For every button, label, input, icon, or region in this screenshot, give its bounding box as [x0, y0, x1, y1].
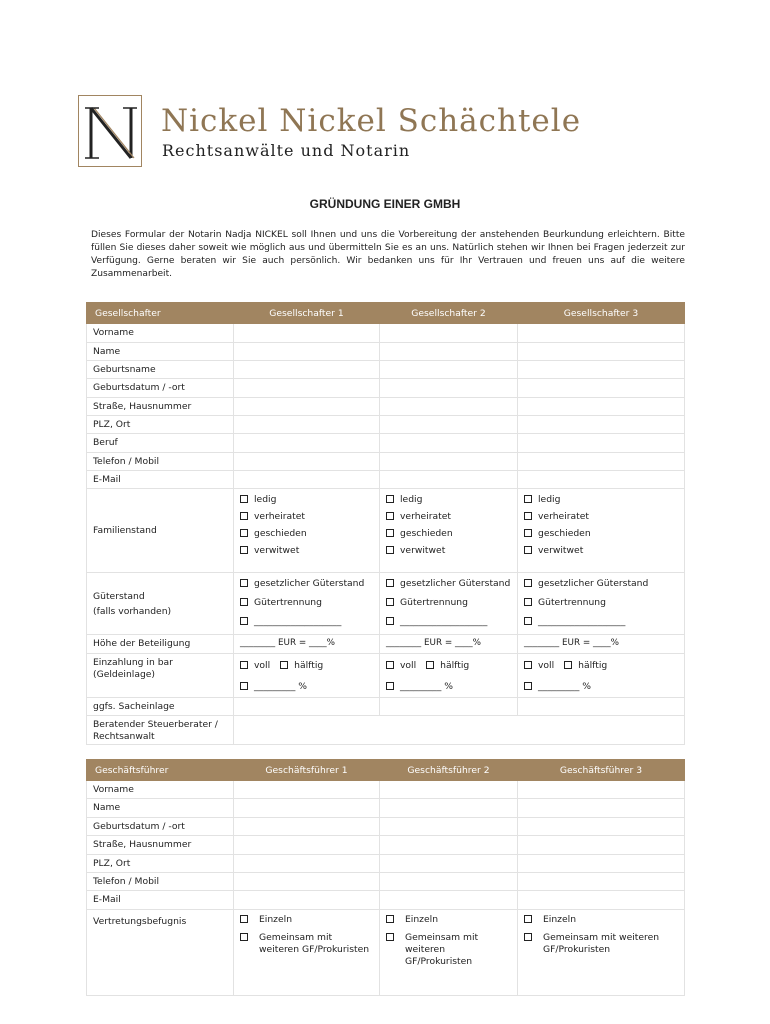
- firm-name: Nickel Nickel Schächtele: [161, 103, 582, 139]
- beteiligung-field[interactable]: ________ EUR = ____%: [234, 635, 380, 654]
- table-row: [87, 873, 685, 891]
- input-cell[interactable]: [518, 434, 685, 453]
- input-cell[interactable]: [518, 855, 685, 873]
- input-cell[interactable]: [518, 818, 685, 836]
- checkbox[interactable]: [240, 512, 248, 520]
- input-cell[interactable]: [234, 836, 380, 855]
- input-cell[interactable]: [380, 361, 518, 379]
- checkbox[interactable]: [564, 661, 572, 669]
- einzahlung-label-cell: [87, 654, 234, 698]
- checkbox[interactable]: [240, 579, 248, 587]
- input-cell[interactable]: [518, 343, 685, 361]
- table-row: [87, 799, 685, 818]
- input-cell[interactable]: [518, 398, 685, 416]
- row-label: Höhe der Beteiligung: [87, 635, 234, 654]
- option-ledig[interactable]: ledig: [386, 491, 511, 508]
- option-verwitwet[interactable]: verwitwet: [386, 542, 511, 559]
- input-cell[interactable]: [518, 361, 685, 379]
- checkbox[interactable]: [524, 933, 532, 941]
- table-row: [87, 416, 685, 434]
- table-header-row: [87, 760, 685, 781]
- checkbox[interactable]: [386, 915, 394, 923]
- table-row: [87, 855, 685, 873]
- table-row: [87, 398, 685, 416]
- input-cell[interactable]: [518, 873, 685, 891]
- input-cell[interactable]: [380, 453, 518, 471]
- option-einzeln[interactable]: Einzeln: [386, 914, 511, 932]
- gueterstand-options-2: [380, 573, 518, 635]
- row-label: PLZ, Ort: [87, 416, 234, 434]
- checkbox[interactable]: [386, 529, 394, 537]
- input-cell[interactable]: [518, 698, 685, 716]
- option-verwitwet[interactable]: verwitwet: [240, 542, 373, 559]
- input-cell[interactable]: [380, 781, 518, 799]
- option-geschieden[interactable]: geschieden: [386, 525, 511, 542]
- row-label: Geburtsdatum / -ort: [87, 379, 234, 398]
- checkbox[interactable]: [386, 546, 394, 554]
- input-cell[interactable]: [518, 379, 685, 398]
- row-label: Einzahlung in bar: [93, 657, 173, 668]
- checkbox[interactable]: [386, 661, 394, 669]
- input-cell[interactable]: [380, 891, 518, 910]
- row-label: Straße, Hausnummer: [87, 836, 234, 855]
- checkbox[interactable]: [240, 617, 248, 625]
- row-label: Beruf: [87, 434, 234, 453]
- einzahlung-options-3: voll hälftig _________ %: [518, 654, 685, 698]
- input-cell[interactable]: [234, 434, 380, 453]
- input-cell[interactable]: [234, 873, 380, 891]
- row-label: Straße, Hausnummer: [87, 398, 234, 416]
- checkbox[interactable]: [240, 933, 248, 941]
- logo-n-icon: [79, 96, 143, 168]
- berater-row: [87, 716, 685, 745]
- row-label: ggfs. Sacheinlage: [87, 698, 234, 716]
- checkbox[interactable]: [524, 661, 532, 669]
- row-label: Telefon / Mobil: [87, 453, 234, 471]
- input-cell[interactable]: [380, 343, 518, 361]
- checkbox[interactable]: [524, 512, 532, 520]
- berater-input[interactable]: [234, 716, 685, 745]
- input-cell[interactable]: [518, 453, 685, 471]
- gueterstand-row: [87, 573, 685, 635]
- header-cell: Geschäftsführer 2: [380, 760, 518, 781]
- input-cell[interactable]: [234, 343, 380, 361]
- firm-subtitle: Rechtsanwälte und Notarin: [162, 141, 411, 160]
- checkbox[interactable]: [240, 529, 248, 537]
- checkbox[interactable]: [524, 915, 532, 923]
- checkbox[interactable]: [524, 682, 532, 690]
- checkbox[interactable]: [524, 495, 532, 503]
- option-gemeinsam[interactable]: Gemeinsam mit weiteren GF/Prokuristen: [240, 932, 373, 956]
- table-row: [87, 891, 685, 910]
- table-header-row: [87, 303, 685, 324]
- row-label: Geburtsname: [87, 361, 234, 379]
- input-cell[interactable]: [234, 781, 380, 799]
- option-gemeinsam[interactable]: Gemeinsam mit weiteren GF/Prokuristen: [386, 932, 511, 968]
- einzahlung-row: [87, 654, 685, 698]
- document-title: GRÜNDUNG EINER GMBH: [309, 197, 461, 211]
- option-gesetzlich[interactable]: gesetzlicher Güterstand: [386, 574, 515, 593]
- checkbox[interactable]: [280, 661, 288, 669]
- input-cell[interactable]: [518, 836, 685, 855]
- checkbox[interactable]: [386, 579, 394, 587]
- input-cell[interactable]: [380, 471, 518, 489]
- intro-paragraph: Dieses Formular der Notarin Nadja NICKEL soll Ihnen und uns die Vorbereitung der anstehenden Beurkundung erleichtern. Bitte füllen Sie dieses daher soweit wie möglich aus und übermitteln Sie es an uns. Natürlich stehen wir Ihnen bei Fragen jederzeit zur Verfügung. Gerne beraten wir Sie auch persönlich. Wir bedanken uns für Ihr Vertrauen und freuen uns auf die weitere Zusammenarbeit.: [91, 230, 685, 279]
- checkbox[interactable]: [386, 933, 394, 941]
- gueterstand-options-1: [234, 573, 380, 635]
- input-cell[interactable]: [234, 799, 380, 818]
- input-cell[interactable]: [234, 855, 380, 873]
- checkbox[interactable]: [240, 598, 248, 606]
- input-cell[interactable]: [234, 361, 380, 379]
- checkbox[interactable]: [426, 661, 434, 669]
- vertretung-options-2: [380, 910, 518, 996]
- row-label: Vorname: [87, 324, 234, 343]
- input-cell[interactable]: [234, 891, 380, 910]
- option-guetertrennung[interactable]: Gütertrennung: [524, 593, 682, 612]
- gesellschafter-table: [86, 302, 685, 745]
- input-cell[interactable]: [380, 873, 518, 891]
- table-row: [87, 324, 685, 343]
- table-row: [87, 818, 685, 836]
- input-cell[interactable]: [518, 471, 685, 489]
- input-cell[interactable]: [234, 818, 380, 836]
- sacheinlage-row: [87, 698, 685, 716]
- header-cell: Gesellschafter 3: [518, 303, 685, 324]
- beteiligung-field[interactable]: ________ EUR = ____%: [380, 635, 518, 654]
- beteiligung-field[interactable]: ________ EUR = ____%: [518, 635, 685, 654]
- row-label: Geburtsdatum / -ort: [87, 818, 234, 836]
- vertretung-row: [87, 910, 685, 996]
- input-cell[interactable]: [380, 379, 518, 398]
- input-cell[interactable]: [518, 891, 685, 910]
- header-cell: Geschäftsführer 3: [518, 760, 685, 781]
- checkbox[interactable]: [524, 598, 532, 606]
- option-geschieden[interactable]: geschieden: [240, 525, 373, 542]
- option-gemeinsam[interactable]: Gemeinsam mit weiteren GF/Prokuristen: [524, 932, 678, 956]
- row-label: E-Mail: [87, 471, 234, 489]
- option-einzeln[interactable]: Einzeln: [240, 914, 373, 932]
- row-label: Vertretungsbefugnis: [87, 910, 234, 996]
- vertretung-options-1: [234, 910, 380, 996]
- table-row: [87, 434, 685, 453]
- row-label: E-Mail: [87, 891, 234, 910]
- input-cell[interactable]: [380, 434, 518, 453]
- input-cell[interactable]: [380, 836, 518, 855]
- header-cell: Gesellschafter 1: [234, 303, 380, 324]
- header-cell: Gesellschafter: [87, 303, 234, 324]
- option-verwitwet[interactable]: verwitwet: [524, 542, 678, 559]
- input-cell[interactable]: [518, 799, 685, 818]
- row-sublabel: (falls vorhanden): [93, 605, 172, 617]
- input-cell[interactable]: [234, 471, 380, 489]
- row-label: PLZ, Ort: [87, 855, 234, 873]
- checkbox[interactable]: [240, 546, 248, 554]
- checkbox[interactable]: [386, 512, 394, 520]
- checkbox[interactable]: [240, 682, 248, 690]
- input-cell[interactable]: [234, 698, 380, 716]
- logo-mark: [78, 95, 142, 167]
- row-label: Güterstand: [93, 590, 145, 602]
- option-guetertrennung[interactable]: Gütertrennung: [240, 593, 377, 612]
- table-row: [87, 343, 685, 361]
- beteiligung-row: [87, 635, 685, 654]
- option-ledig[interactable]: ledig: [524, 491, 678, 508]
- header-cell: Geschäftsführer 1: [234, 760, 380, 781]
- input-cell[interactable]: [380, 818, 518, 836]
- option-guetertrennung[interactable]: Gütertrennung: [386, 593, 515, 612]
- table-row: [87, 361, 685, 379]
- einzahlung-options-1: voll hälftig _________ %: [234, 654, 380, 698]
- checkbox[interactable]: [386, 495, 394, 503]
- option-other[interactable]: ___________________: [524, 612, 682, 631]
- option-einzeln[interactable]: Einzeln: [524, 914, 678, 932]
- input-cell[interactable]: [234, 398, 380, 416]
- gueterstand-options-3: [518, 573, 685, 635]
- row-sublabel: (Geldeinlage): [93, 669, 156, 680]
- familienstand-options-2: [380, 489, 518, 573]
- input-cell[interactable]: [234, 416, 380, 434]
- option-ledig[interactable]: ledig: [240, 491, 373, 508]
- input-cell[interactable]: [380, 416, 518, 434]
- input-cell[interactable]: [380, 324, 518, 343]
- input-cell[interactable]: [380, 398, 518, 416]
- checkbox[interactable]: [386, 682, 394, 690]
- row-label: Telefon / Mobil: [87, 873, 234, 891]
- input-cell[interactable]: [234, 453, 380, 471]
- option-geschieden[interactable]: geschieden: [524, 525, 678, 542]
- row-label: Vorname: [87, 781, 234, 799]
- input-cell[interactable]: [380, 799, 518, 818]
- input-cell[interactable]: [518, 416, 685, 434]
- option-gesetzlich[interactable]: gesetzlicher Güterstand: [524, 574, 682, 593]
- geschaeftsfuehrer-table: [86, 759, 685, 996]
- table-row: [87, 836, 685, 855]
- header-cell: Gesellschafter 2: [380, 303, 518, 324]
- option-other[interactable]: ___________________: [386, 612, 515, 631]
- row-label: Name: [87, 343, 234, 361]
- familienstand-options-1: [234, 489, 380, 573]
- input-cell[interactable]: [518, 781, 685, 799]
- row-label: Familienstand: [87, 489, 234, 573]
- checkbox[interactable]: [240, 915, 248, 923]
- header-cell: Geschäftsführer: [87, 760, 234, 781]
- option-verheiratet[interactable]: verheiratet: [240, 508, 373, 525]
- checkbox[interactable]: [524, 546, 532, 554]
- row-label: Beratender Steuerberater / Rechtsanwalt: [87, 716, 234, 745]
- table-row: [87, 379, 685, 398]
- vertretung-options-3: [518, 910, 685, 996]
- familienstand-row: [87, 489, 685, 573]
- checkbox[interactable]: [524, 579, 532, 587]
- row-label: Name: [87, 799, 234, 818]
- familienstand-options-3: [518, 489, 685, 573]
- table-row: [87, 453, 685, 471]
- checkbox[interactable]: [386, 617, 394, 625]
- einzahlung-options-2: voll hälftig _________ %: [380, 654, 518, 698]
- option-verheiratet[interactable]: verheiratet: [386, 508, 511, 525]
- input-cell[interactable]: [380, 698, 518, 716]
- input-cell[interactable]: [380, 855, 518, 873]
- checkbox[interactable]: [524, 617, 532, 625]
- gueterstand-label-cell: [87, 573, 234, 635]
- input-cell[interactable]: [234, 324, 380, 343]
- input-cell[interactable]: [518, 324, 685, 343]
- table-row: [87, 471, 685, 489]
- option-gesetzlich[interactable]: gesetzlicher Güterstand: [240, 574, 377, 593]
- checkbox[interactable]: [240, 661, 248, 669]
- option-verheiratet[interactable]: verheiratet: [524, 508, 678, 525]
- checkbox[interactable]: [386, 598, 394, 606]
- checkbox[interactable]: [240, 495, 248, 503]
- input-cell[interactable]: [234, 379, 380, 398]
- table-row: [87, 781, 685, 799]
- option-other[interactable]: ___________________: [240, 612, 377, 631]
- checkbox[interactable]: [524, 529, 532, 537]
